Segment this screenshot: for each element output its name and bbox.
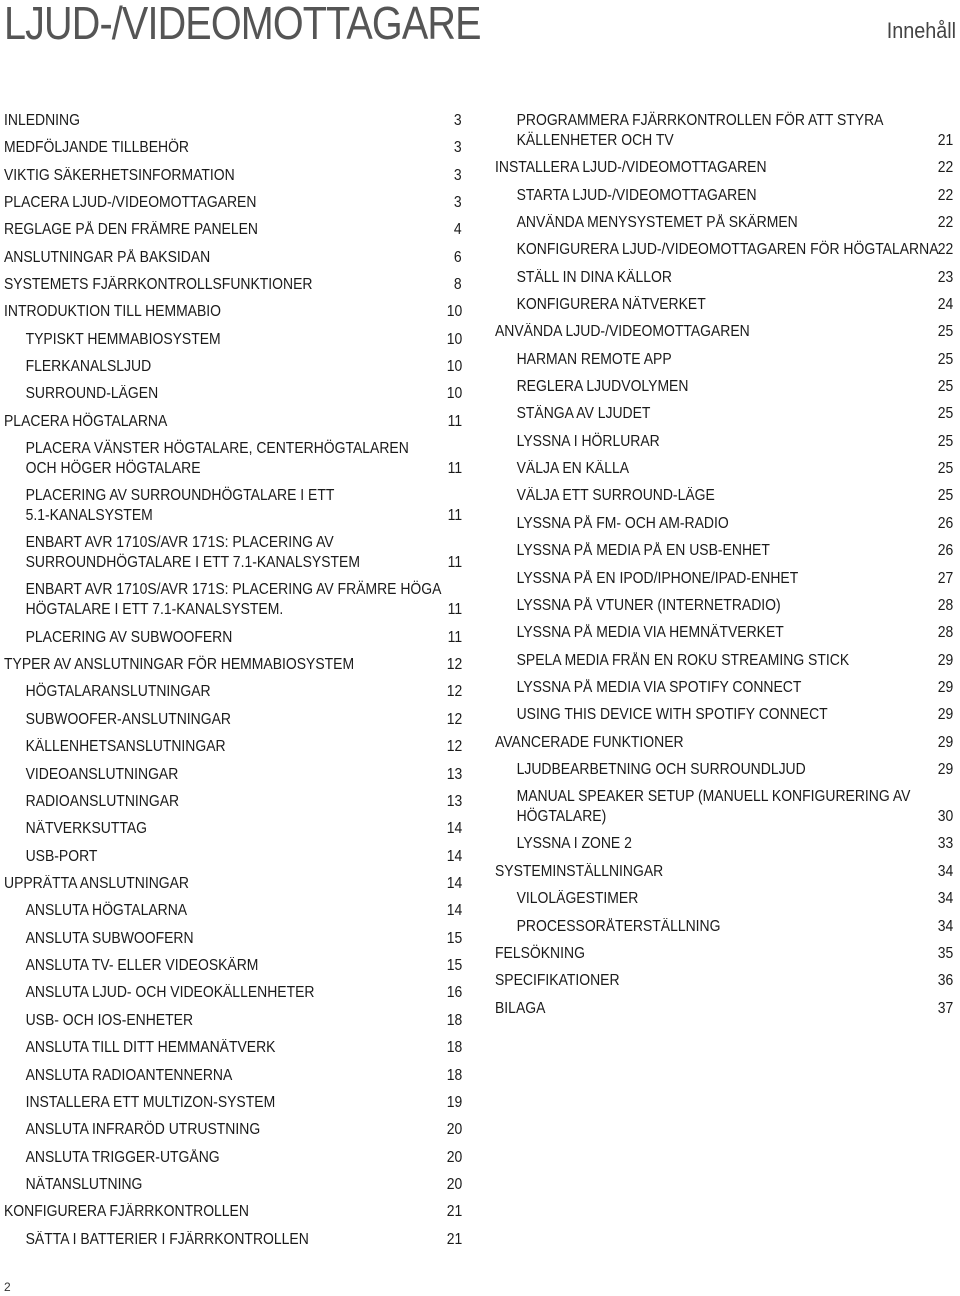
toc-entry[interactable] [495,186,953,206]
toc-entry-page: 16 [446,984,462,1001]
toc-entry-page: 25 [937,351,953,368]
toc-entry-label: ANSLUTA TILL DITT HEMMANÄTVERK [25,1039,276,1056]
toc-entry-page: 12 [446,738,462,755]
toc-entry-label: FLERKANALSLJUD [25,358,152,375]
toc-entry-page: 29 [937,761,953,778]
toc-entry-page: 22 [937,159,953,176]
toc-entry-label: SÄTTA I BATTERIER I FJÄRRKONTROLLEN [25,1231,309,1248]
toc-entry-page: 12 [446,656,462,673]
toc-entry-label: SPECIFIKATIONER [495,972,620,989]
toc-entry-label: ANVÄNDA MENYSYSTEMET PÅ SKÄRMEN [516,214,798,231]
toc-entry-label: NÄTVERKSUTTAG [25,820,148,837]
toc-entry-label: USB- OCH IOS-ENHETER [25,1012,194,1029]
toc-entry[interactable] [495,787,953,827]
toc-entry-page: 11 [447,601,462,618]
toc-entry-page: 29 [937,706,953,723]
toc-entry-label: SPELA MEDIA FRÅN EN ROKU STREAMING STICK [516,652,850,669]
toc-entry[interactable] [4,580,462,620]
toc-entry-label: SUBWOOFER-ANSLUTNINGAR [25,711,231,728]
toc-entry[interactable] [495,917,953,937]
toc-entry-label: LJUDBEARBETNING OCH SURROUNDLJUD [516,761,806,778]
toc-entry-label: VILOLÄGESTIMER [516,890,639,907]
toc-entry-page: 11 [447,507,462,524]
toc-entry-page: 10 [446,331,462,348]
toc-entry-page: 14 [446,902,462,919]
toc-entry[interactable] [4,533,462,573]
toc-entry-label: STÄNGA AV LJUDET [516,405,651,422]
toc-entry-label: USING THIS DEVICE WITH SPOTIFY CONNECT [516,706,828,723]
toc-entry-page: 11 [447,413,462,430]
toc-entry-page: 34 [937,918,953,935]
toc-entry-label: TYPER AV ANSLUTNINGAR FÖR HEMMABIOSYSTEM [4,656,355,673]
toc-entry-label: NÄTANSLUTNING [25,1176,143,1193]
toc-entry-page: 10 [446,358,462,375]
toc-entry-label: MEDFÖLJANDE TILLBEHÖR [4,139,190,156]
toc-entry[interactable] [4,682,462,702]
toc-entry-label: KÄLLENHETSANSLUTNINGAR [25,738,226,755]
toc-entry-page: 15 [446,957,462,974]
toc-entry[interactable] [495,213,953,233]
toc-entry[interactable] [495,459,953,479]
toc-entry-page: 21 [937,132,953,149]
toc-entry[interactable] [495,889,953,909]
toc-entry[interactable] [495,295,953,315]
toc-entry-label: REGLERA LJUDVOLYMEN [516,378,689,395]
toc-entry-label: ANSLUTA RADIOANTENNERNA [25,1067,233,1084]
toc-entry-page: 18 [446,1067,462,1084]
toc-entry[interactable] [4,983,462,1003]
toc-entry[interactable] [4,1202,462,1222]
toc-entry[interactable] [495,678,953,698]
toc-entry-label: STARTA LJUD-/VIDEOMOTTAGAREN [516,187,757,204]
toc-entry-label: LYSSNA I ZONE 2 [516,835,632,852]
toc-entry-label: PLACERA LJUD-/VIDEOMOTTAGAREN [4,194,257,211]
toc-entry[interactable] [4,1230,462,1250]
toc-entry-label: PROCESSORÅTERSTÄLLNING [516,918,721,935]
toc-entry[interactable] [4,330,462,350]
page-number: 2 [4,1280,11,1294]
toc-entry-label: INLEDNING [4,112,80,129]
toc-entry[interactable] [495,377,953,397]
toc-entry-label: AVANCERADE FUNKTIONER [495,734,684,751]
toc-entry[interactable] [4,357,462,377]
toc-entry-page: 11 [447,629,462,646]
toc-entry-label: HÖGTALARANSLUTNINGAR [25,683,211,700]
toc-entry[interactable] [495,705,953,725]
toc-entry[interactable] [495,541,953,561]
toc-entry-page: 35 [937,945,953,962]
toc-entry[interactable] [4,628,462,648]
toc-entry[interactable] [495,569,953,589]
toc-entry-label: PLACERING AV SUBWOOFERN [25,629,233,646]
toc-entry[interactable] [4,819,462,839]
toc-entry-label: PLACERA HÖGTALARNA [4,413,168,430]
toc-entry-page: 25 [937,433,953,450]
toc-entry-label: LYSSNA I HÖRLURAR [516,433,660,450]
toc-entry[interactable] [495,733,953,753]
toc-entry-page: 29 [937,679,953,696]
toc-entry-page: 30 [937,808,953,825]
toc-entry-page: 26 [937,515,953,532]
toc-entry[interactable] [4,220,462,240]
toc-entry-label: INSTALLERA ETT MULTIZON-SYSTEM [25,1094,276,1111]
toc-entry-label: VÄLJA EN KÄLLA [516,460,630,477]
toc-entry-label: VIKTIG SÄKERHETSINFORMATION [4,167,235,184]
toc-entry-page: 11 [447,460,462,477]
toc-entry[interactable] [4,847,462,867]
toc-entry-label: LYSSNA PÅ FM- OCH AM-RADIO [516,515,729,532]
toc-entry-label: INTRODUKTION TILL HEMMABIO [4,303,222,320]
toc-entry-label: PLACERING AV SURROUNDHÖGTALARE I ETT 5.1-KANALSYSTEM [25,487,335,524]
toc-entry-page: 15 [446,930,462,947]
toc-entry-label: ANSLUTNINGAR PÅ BAKSIDAN [4,249,211,266]
toc-entry-label: RADIOANSLUTNINGAR [25,793,180,810]
toc-entry-page: 11 [447,554,462,571]
toc-entry-page: 29 [937,734,953,751]
toc-entry-page: 3 [454,194,462,211]
toc-entry[interactable] [495,350,953,370]
toc-entry[interactable] [4,710,462,730]
toc-entry[interactable] [4,1066,462,1086]
toc-entry-page: 23 [937,269,953,286]
toc-entry-label: MANUAL SPEAKER SETUP (MANUELL KONFIGURERING AV HÖGTALARE) [516,788,911,825]
toc-entry-page: 20 [446,1121,462,1138]
toc-entry[interactable] [4,1011,462,1031]
toc-entry-page: 18 [446,1039,462,1056]
toc-entry[interactable] [4,874,462,894]
toc-entry-page: 34 [937,890,953,907]
toc-entry-page: 36 [937,972,953,989]
toc-entry[interactable] [4,275,462,295]
toc-entry-page: 28 [937,624,953,641]
toc-entry-label: PROGRAMMERA FJÄRRKONTROLLEN FÖR ATT STYRA KÄLLENHETER OCH TV [516,112,884,149]
toc-entry-label: BILAGA [495,1000,546,1017]
toc-entry[interactable] [4,1148,462,1168]
toc-entry[interactable] [4,655,462,675]
toc-entry[interactable] [4,138,462,158]
toc-entry-label: STÄLL IN DINA KÄLLOR [516,269,672,286]
toc-entry[interactable] [4,901,462,921]
toc-entry[interactable] [4,1175,462,1195]
toc-entry-page: 22 [937,187,953,204]
toc-entry[interactable] [495,999,953,1019]
toc-entry-page: 12 [446,683,462,700]
toc-entry-page: 4 [454,221,462,238]
toc-entry-page: 20 [446,1176,462,1193]
toc-entry-page: 10 [446,303,462,320]
toc-entry[interactable] [4,193,462,213]
toc-entry-label: KONFIGURERA LJUD-/VIDEOMOTTAGAREN FÖR HÖGTALARNA [516,241,939,258]
toc-entry-page: 3 [454,112,462,129]
toc-entry-label: ANSLUTA LJUD- OCH VIDEOKÄLLENHETER [25,984,315,1001]
toc-entry-label: ANSLUTA INFRARÖD UTRUSTNING [25,1121,261,1138]
toc-entry[interactable] [495,834,953,854]
toc-entry-label: SYSTEMINSTÄLLNINGAR [495,863,664,880]
toc-entry-label: ANSLUTA TV- ELLER VIDEOSKÄRM [25,957,259,974]
toc-entry[interactable] [4,302,462,322]
toc-entry[interactable] [495,268,953,288]
toc-entry[interactable] [4,929,462,949]
toc-entry[interactable] [495,944,953,964]
toc-entry-page: 33 [937,835,953,852]
toc-entry[interactable] [495,404,953,424]
toc-entry-page: 29 [937,652,953,669]
toc-entry-label: TYPISKT HEMMABIOSYSTEM [25,331,221,348]
toc-entry-label: REGLAGE PÅ DEN FRÄMRE PANELEN [4,221,259,238]
toc-entry[interactable] [495,971,953,991]
toc-entry-page: 13 [446,766,462,783]
toc-entry-label: INSTALLERA LJUD-/VIDEOMOTTAGAREN [495,159,767,176]
toc-entry[interactable] [4,412,462,432]
toc-entry-page: 10 [446,385,462,402]
toc-entry-label: LYSSNA PÅ MEDIA PÅ EN USB-ENHET [516,542,770,559]
toc-entry-label: SURROUND-LÄGEN [25,385,159,402]
toc-entry-label: ENBART AVR 1710S/AVR 171S: PLACERING AV SURROUNDHÖGTALARE I ETT 7.1-KANALSYSTEM [25,534,360,571]
toc-entry[interactable] [495,240,953,260]
toc-entry-label: ENBART AVR 1710S/AVR 171S: PLACERING AV FRÄMRE HÖGA HÖGTALARE I ETT 7.1-KANALSYSTEM. [25,581,442,618]
toc-entry[interactable] [495,514,953,534]
toc-entry-page: 37 [937,1000,953,1017]
toc-entry-label: LYSSNA PÅ EN IPOD/IPHONE/IPAD-ENHET [516,570,799,587]
toc-entry-page: 25 [937,378,953,395]
toc-entry[interactable] [495,158,953,178]
toc-entry-label: LYSSNA PÅ MEDIA VIA HEMNÄTVERKET [516,624,784,641]
toc-entry[interactable] [4,439,462,479]
toc-entry-page: 14 [446,875,462,892]
toc-entry[interactable] [495,596,953,616]
toc-entry-label: LYSSNA PÅ VTUNER (INTERNETRADIO) [516,597,781,614]
toc-entry-label: VIDEOANSLUTNINGAR [25,766,179,783]
toc-entry-page: 14 [446,848,462,865]
toc-entry-label: ANVÄNDA LJUD-/VIDEOMOTTAGAREN [495,323,750,340]
toc-entry-label: FELSÖKNING [495,945,585,962]
toc-entry-page: 22 [937,241,953,258]
toc-entry-page: 20 [446,1149,462,1166]
toc-entry-page: 24 [937,296,953,313]
toc-entry-label: HARMAN REMOTE APP [516,351,672,368]
toc-entry-page: 19 [446,1094,462,1111]
section-title: Innehåll [886,18,956,43]
toc-entry-page: 22 [937,214,953,231]
toc-entry-page: 28 [937,597,953,614]
toc-entry-page: 21 [446,1203,462,1220]
toc-entry-page: 3 [454,167,462,184]
toc-entry-page: 12 [446,711,462,728]
toc-entry[interactable] [4,737,462,757]
toc-entry-page: 25 [937,405,953,422]
toc-entry-label: KONFIGURERA NÄTVERKET [516,296,706,313]
document-title: LJUD-/VIDEOMOTTAGARE [4,0,481,49]
toc-entry[interactable] [495,432,953,452]
toc-entry-page: 18 [446,1012,462,1029]
toc-entry[interactable] [495,322,953,342]
toc-entry[interactable] [4,486,462,526]
toc-entry-label: ANSLUTA SUBWOOFERN [25,930,194,947]
toc-entry-page: 27 [937,570,953,587]
toc-entry-page: 8 [454,276,462,293]
toc-entry[interactable] [495,862,953,882]
toc-entry[interactable] [4,384,462,404]
toc-entry[interactable] [495,623,953,643]
toc-entry[interactable] [4,1093,462,1113]
toc-entry-label: KONFIGURERA FJÄRRKONTROLLEN [4,1203,249,1220]
toc-entry-label: UPPRÄTTA ANSLUTNINGAR [4,875,190,892]
toc-entry-page: 25 [937,323,953,340]
toc-entry-label: SYSTEMETS FJÄRRKONTROLLSFUNKTIONER [4,276,313,293]
toc-entry-page: 3 [454,139,462,156]
toc-entry[interactable] [495,651,953,671]
toc-entry[interactable] [495,760,953,780]
toc-entry-page: 13 [446,793,462,810]
toc-entry[interactable] [4,956,462,976]
toc-entry[interactable] [4,166,462,186]
toc-entry[interactable] [4,765,462,785]
toc-entry-page: 6 [454,249,462,266]
toc-entry-page: 25 [937,487,953,504]
toc-entry[interactable] [4,1038,462,1058]
toc-entry[interactable] [4,1120,462,1140]
toc-entry[interactable] [4,111,462,131]
toc-entry-label: ANSLUTA TRIGGER-UTGÅNG [25,1149,220,1166]
toc-entry-page: 25 [937,460,953,477]
toc-entry-page: 26 [937,542,953,559]
toc-entry-label: USB-PORT [25,848,98,865]
toc-entry[interactable] [4,792,462,812]
toc-entry-label: LYSSNA PÅ MEDIA VIA SPOTIFY CONNECT [516,679,802,696]
toc-entry-label: VÄLJA ETT SURROUND-LÄGE [516,487,715,504]
toc-entry-page: 21 [446,1231,462,1248]
toc-entry[interactable] [4,248,462,268]
toc-entry-label: ANSLUTA HÖGTALARNA [25,902,188,919]
toc-entry[interactable] [495,486,953,506]
toc-entry-page: 34 [937,863,953,880]
toc-entry-page: 14 [446,820,462,837]
toc-entry[interactable] [495,111,953,151]
toc-entry-label: PLACERA VÄNSTER HÖGTALARE, CENTERHÖGTALAREN OCH HÖGER HÖGTALARE [25,440,409,477]
